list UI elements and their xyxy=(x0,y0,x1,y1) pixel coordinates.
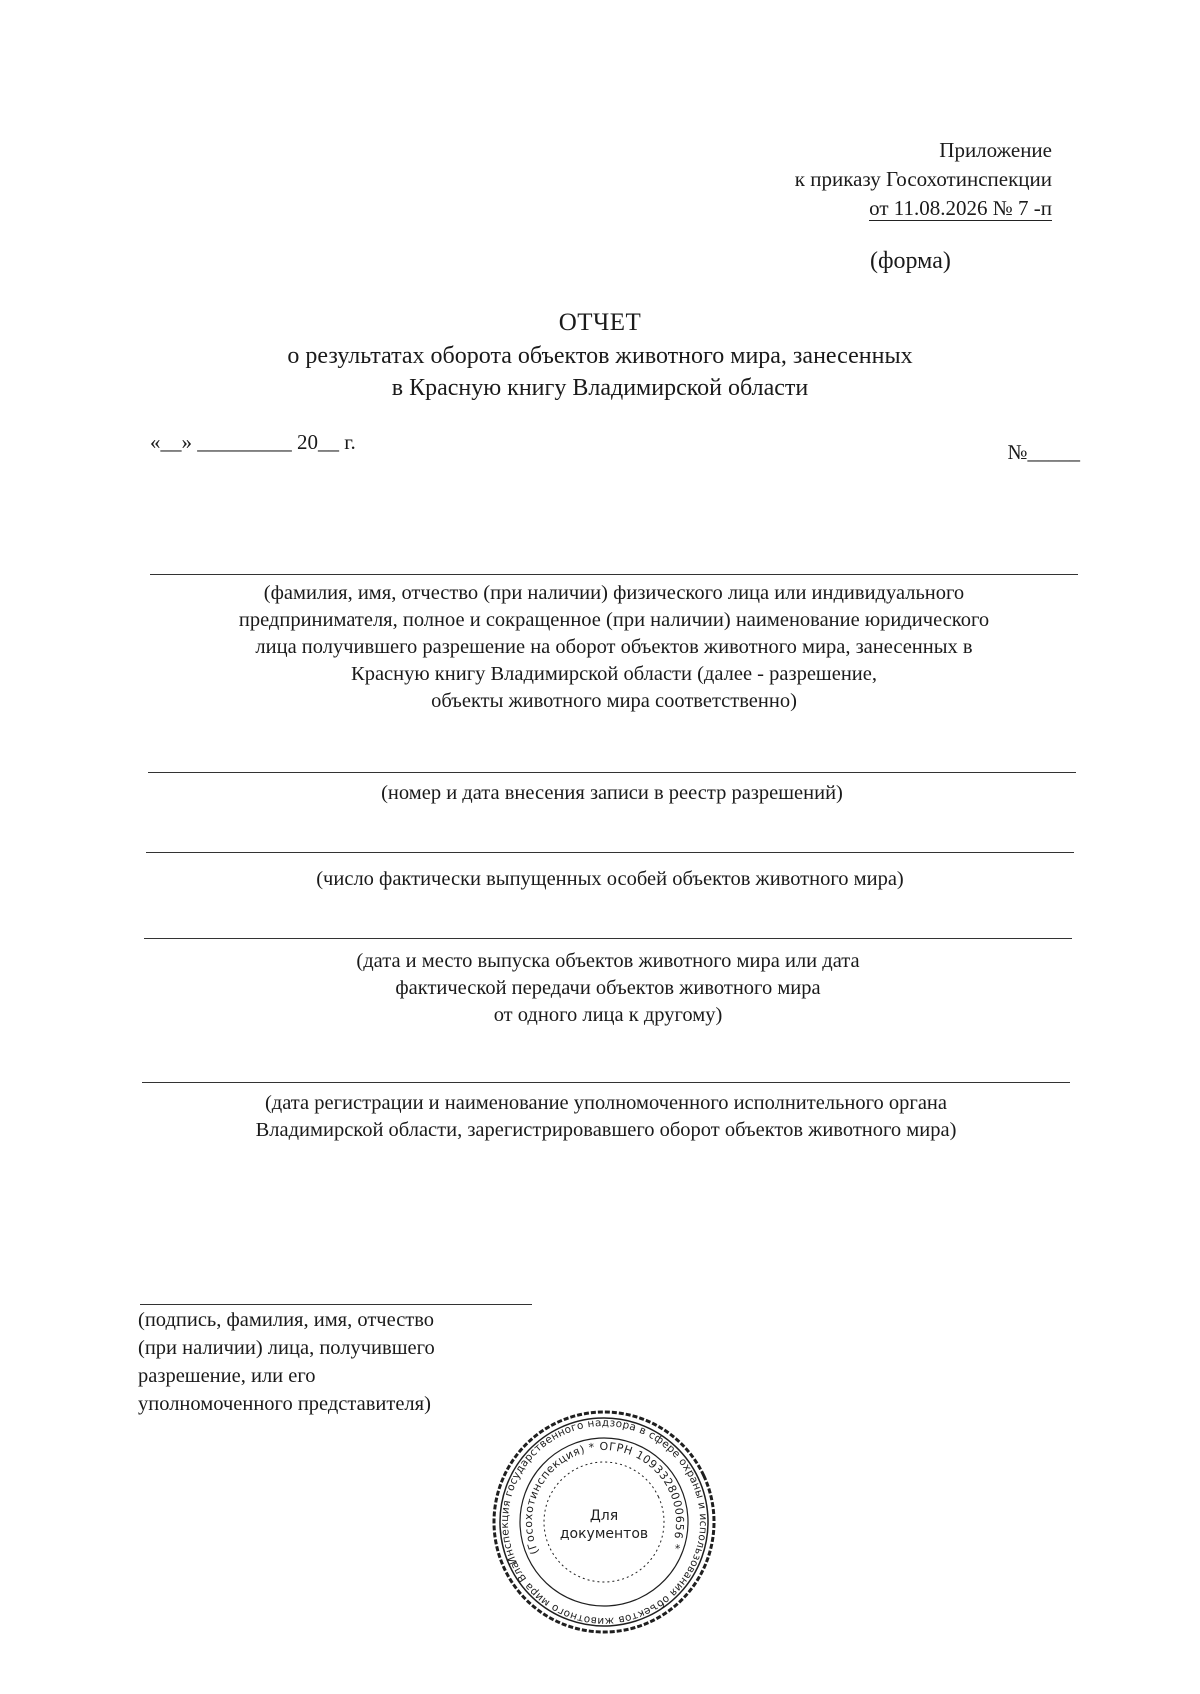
signature-line xyxy=(140,1304,532,1305)
caption-line: (число фактически выпущенных особей объектов животного мира) xyxy=(316,868,904,890)
seal-outer-text: Инспекция государственного надзора в сфере охраны и использования объектов животного мира Владимирской xyxy=(498,1416,710,1628)
appendix-line-2: к приказу Госохотинспекции xyxy=(794,167,1052,191)
caption-line: предпринимателя, полное и сокращенное (при наличии) наименование юридического xyxy=(238,609,990,631)
document-title: ОТЧЕТ xyxy=(558,309,642,336)
caption-release-date-place xyxy=(144,948,1072,1029)
caption-line: (номер и дата внесения записи в реестр разрешений) xyxy=(381,782,843,804)
caption-line: от одного лица к другому) xyxy=(493,1004,723,1026)
date-field: «__» _________ 20__ г. xyxy=(150,430,356,454)
official-seal xyxy=(490,1408,718,1636)
fill-line-applicant xyxy=(150,574,1078,575)
number-field: №_____ xyxy=(1007,440,1080,464)
signature-caption xyxy=(138,1306,518,1418)
document-subtitle-line-2: в Красную книгу Владимирской области xyxy=(391,375,809,401)
appendix-order-ref: от 11.08.2026 № 7 -п xyxy=(869,196,1052,220)
caption-line: фактической передачи объектов животного мира xyxy=(395,977,821,999)
document-subtitle-line-1: о результатах оборота объектов животного мира, занесенных xyxy=(287,343,913,369)
caption-registration xyxy=(142,1090,1070,1144)
fill-line-registry xyxy=(148,772,1076,773)
caption-applicant xyxy=(150,580,1078,715)
caption-line: разрешение, или его xyxy=(138,1365,316,1387)
caption-line: (подпись, фамилия, имя, отчество xyxy=(138,1309,435,1331)
seal-inner-text: (Госохотинспекция) * ОГРН 1093328000656 * xyxy=(521,1439,687,1557)
caption-line: объекты животного мира соответственно) xyxy=(431,690,797,712)
caption-line: (при наличии) лица, получившего xyxy=(138,1337,435,1359)
fill-line-registration xyxy=(142,1082,1070,1083)
fill-line-release-date-place xyxy=(144,938,1072,939)
fill-line-released-count xyxy=(146,852,1074,853)
caption-registry xyxy=(148,780,1076,807)
appendix-block xyxy=(795,136,1052,223)
caption-line: (фамилия, имя, отчество (при наличии) физического лица или индивидуального xyxy=(263,582,965,604)
caption-released-count xyxy=(146,866,1074,893)
caption-line: Красную книгу Владимирской области (далее - разрешение, xyxy=(351,663,877,685)
form-label: (форма) xyxy=(870,248,951,274)
document-header xyxy=(0,306,1200,404)
seal-center-line-1: Для xyxy=(589,1508,619,1524)
caption-line: уполномоченного представителя) xyxy=(138,1393,431,1415)
seal-center-line-2: документов xyxy=(559,1526,649,1542)
caption-line: (дата и место выпуска объектов животного мира или дата xyxy=(356,950,860,972)
appendix-line-1: Приложение xyxy=(939,138,1052,162)
caption-line: (дата регистрации и наименование уполномоченного исполнительного органа xyxy=(264,1092,947,1114)
caption-line: Владимирской области, зарегистрировавшего оборот объектов животного мира) xyxy=(255,1119,957,1141)
caption-line: лица получившего разрешение на оборот объектов животного мира, занесенных в xyxy=(255,636,973,658)
